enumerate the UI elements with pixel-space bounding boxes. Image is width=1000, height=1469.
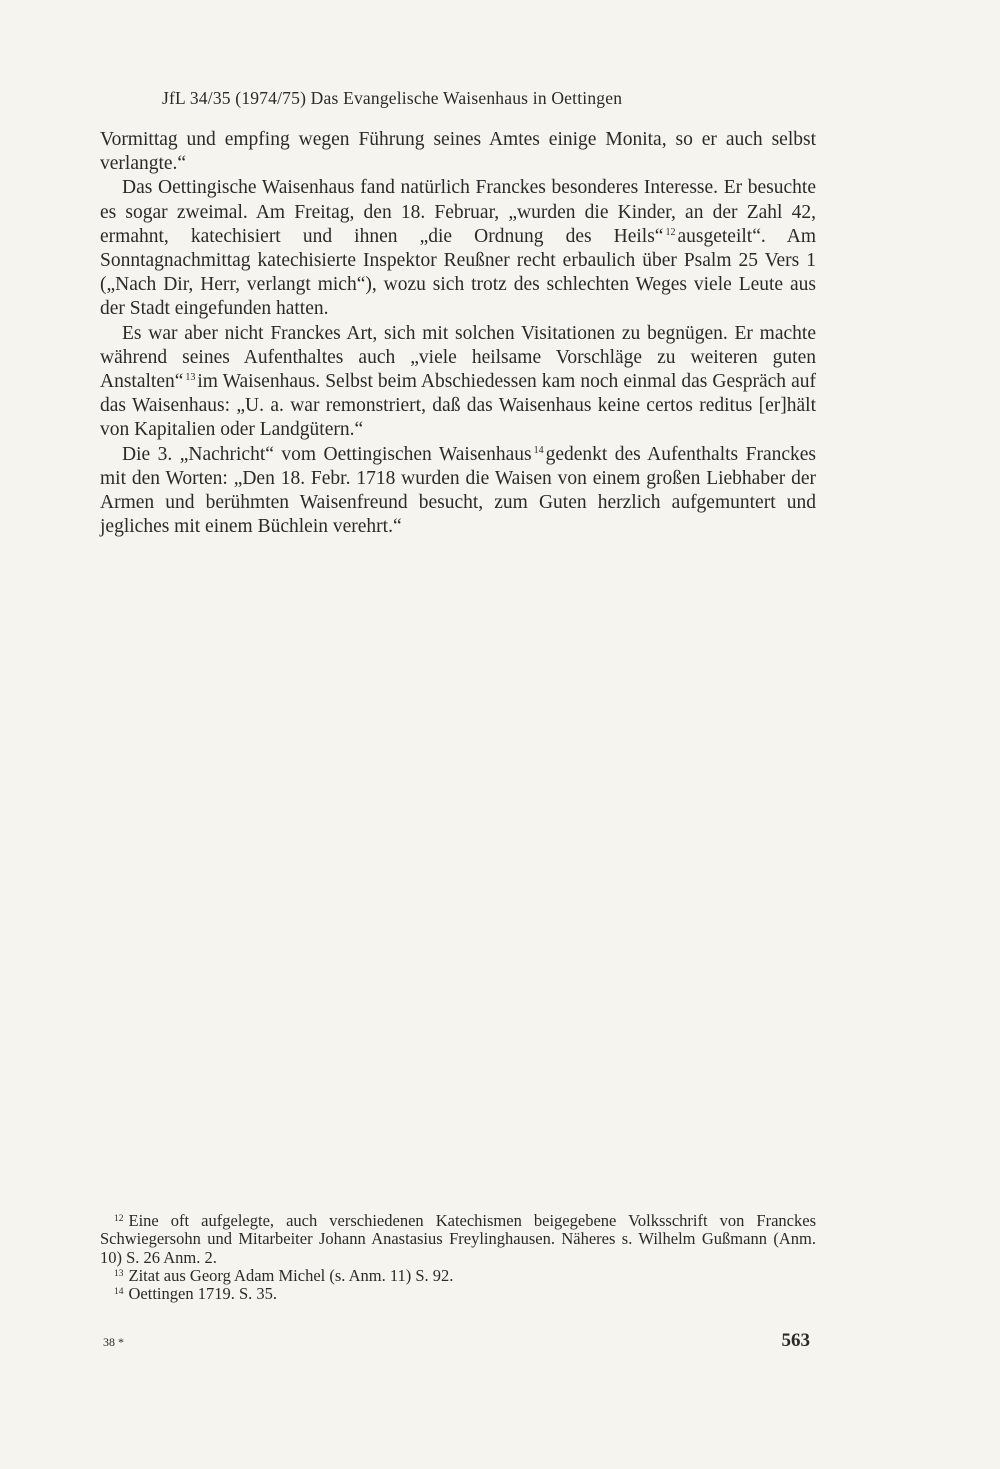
paragraph [100, 443, 816, 540]
footnote-reference: 14 [533, 444, 544, 456]
paragraph [100, 176, 816, 321]
running-head: JfL 34/35 (1974/75) Das Evangelische Waisenhaus in Oettingen [162, 88, 623, 108]
footnote-reference: 13 [185, 372, 196, 384]
paragraph-text: gedenkt des Aufenthalts Franckes mit den Worten: „Den 18. Febr. 1718 wurden die Waisen von einem großen Liebhaber der Armen und berühmten Waisenfreund besucht, zum Guten herzlich aufgemuntert und jegliches mit einem Büchlein verehrt.“ [100, 443, 816, 538]
footnote [100, 1267, 816, 1285]
footnote-reference: 12 [665, 226, 676, 238]
paragraph-text: Vormittag und empfing wegen Führung seines Amtes einige Monita, so er auch selbst verlangte.“ [100, 129, 816, 175]
footnote [100, 1285, 816, 1303]
footnote-number: 14 [114, 1287, 124, 1298]
paragraph-text: ausgeteilt“. Am Sonntagnachmittag katechisierte Inspektor Reußner recht erbaulich über Psalm 25 Vers 1 („Nach Dir, Herr, verlangt mich“), wozu sich trotz des schlechten Weges viele Leute aus der Stadt eingefunden hatten. [100, 225, 816, 320]
footnote [100, 1212, 816, 1267]
paragraph-text: Es war aber nicht Franckes Art, sich mit solchen Visitationen zu begnügen. Er machte während seines Aufenthaltes auch „viele heilsame Vorschläge zu weiteren guten Anstalten“ [100, 322, 816, 393]
paragraph-text: Die 3. „Nachricht“ vom Oettingischen Waisenhaus [122, 443, 532, 465]
paragraph-text: Das Oettingische Waisenhaus fand natürlich Franckes besonderes Interesse. Er besuchte es sogar zweimal. Am Freitag, den 18. Februar, „wurden die Kinder, an der Zahl 42, ermahnt, katechisiert und ihnen „die Ordnung des Heils“ [100, 177, 816, 247]
footnotes [100, 1212, 816, 1303]
page-number: 563 [781, 1330, 810, 1351]
printer-signature: 38 * [103, 1335, 124, 1349]
paragraph [100, 322, 816, 443]
footnote-number: 13 [114, 1268, 124, 1279]
footnote-number: 12 [114, 1214, 124, 1224]
footnote-text: Oettingen 1719. S. 35. [128, 1284, 277, 1304]
footnote-text: Zitat aus Georg Adam Michel (s. Anm. 11) S. 92. [128, 1265, 454, 1285]
paragraph-text: im Waisenhaus. Selbst beim Abschiedessen kam noch einmal das Gespräch auf das Waisenhaus: „U. a. war remonstriert, daß das Waisenhaus keine certos reditus [er]hält von Kapitalien oder Landgütern.“ [100, 371, 816, 441]
footnote-text: Eine oft aufgelegte, auch verschiedenen Katechismen beigegebene Volksschrift von Franckes Schwiegersohn und Mitarbeiter Johann Anastasius Freylinghausen. Näheres s. Wilhelm Gußmann (Anm. 10) S. 26 Anm. 2. [100, 1211, 816, 1267]
paragraph [100, 128, 816, 176]
body-text [100, 128, 816, 539]
